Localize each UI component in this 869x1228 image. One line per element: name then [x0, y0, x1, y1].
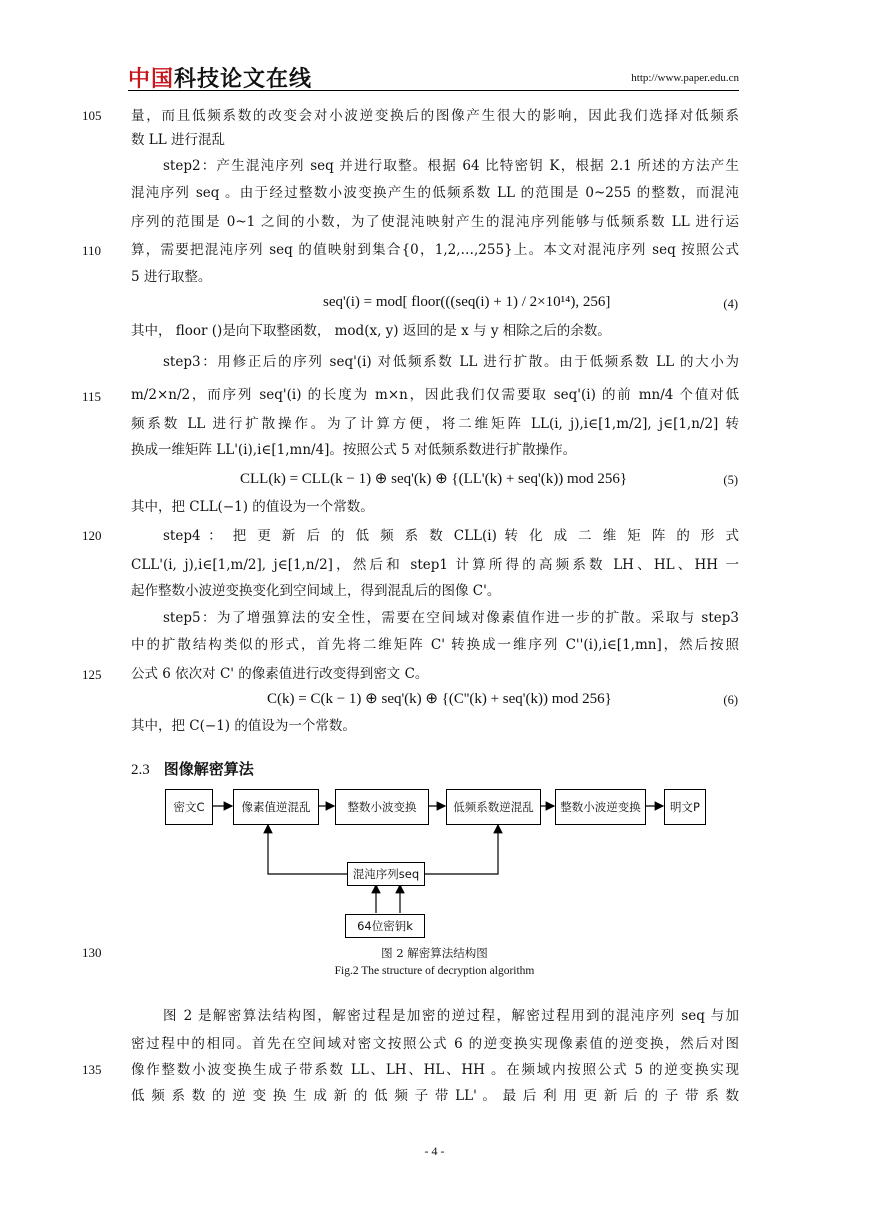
section-heading: 2.3 图像解密算法 — [131, 760, 254, 778]
body-line: 中的扩散结构类似的形式，首先将二维矩阵 C' 转换成一维序列 C''(i),i∈[1,mn]，然后按照 — [131, 637, 739, 653]
line-number: 105 — [82, 108, 102, 123]
body-line: 数 LL 进行混乱 — [131, 132, 226, 148]
line-number: 120 — [82, 528, 102, 543]
box-low-freq-inverse-scramble: 低频系数逆混乱 — [446, 789, 541, 825]
figure-caption-cn: 图 2 解密算法结构图 — [381, 946, 488, 960]
body-line: step3：用修正后的序列 seq'(i) 对低频系数 LL 进行扩散。由于低频系数 LL 的大小为 — [163, 354, 739, 370]
figure-caption-en: Fig.2 The structure of decryption algorithm — [334, 965, 535, 977]
body-line: 密过程中的相同。首先在空间域对密文按照公式 6 的逆变换实现像素值的逆变换，然后对图 — [131, 1036, 739, 1052]
body-line: step5：为了增强算法的安全性，需要在空间域对像素值作进一步的扩散。采取与 step3 — [163, 610, 739, 626]
box-pixel-inverse-scramble: 像素值逆混乱 — [233, 789, 319, 825]
body-line: 其中，把 C(−1) 的值设为一个常数。 — [131, 718, 356, 734]
body-line: 频系数 LL 进行扩散操作。为了计算方便，将二维矩阵 LL(i, j),i∈[1,m/2], j∈[1,n/2] 转 — [131, 416, 739, 432]
equation-number: (5) — [723, 473, 738, 487]
body-line: 算，需要把混沌序列 seq 的值映射到集合{0，1,2,…,255}上。本文对混沌序列 seq 按照公式 — [131, 242, 739, 258]
body-line: 5 进行取整。 — [131, 269, 212, 285]
line-number: 130 — [82, 945, 102, 960]
body-line: 量，而且低频系数的改变会对小波逆变换后的图像产生很大的影响，因此我们选择对低频系 — [131, 108, 739, 124]
body-line: 起作整数小波逆变换变化到空间域上，得到混乱后的图像 C'。 — [131, 583, 501, 599]
body-line: 公式 6 依次对 C' 的像素值进行改变得到密文 C。 — [131, 666, 429, 682]
line-number: 115 — [82, 389, 102, 404]
line-number: 135 — [82, 1062, 102, 1077]
body-line: 混沌序列 seq 。由于经过整数小波变换产生的低频系数 LL 的范围是 0~255 的整数，而混沌 — [131, 185, 739, 201]
body-line: CLL'(i, j),i∈[1,m/2], j∈[1,n/2]，然后和 step1 计算所得的高频系数 LH、HL、HH 一 — [131, 557, 739, 573]
box-64bit-key: 64位密钥k — [345, 914, 425, 938]
body-line: 其中， floor ()是向下取整函数， mod(x, y) 返回的是 x 与 y 相除之后的余数。 — [131, 323, 611, 339]
body-line: 其中，把 CLL(−1) 的值设为一个常数。 — [131, 499, 374, 515]
header-url[interactable]: http://www.paper.edu.cn — [631, 72, 739, 84]
box-integer-wavelet: 整数小波变换 — [335, 789, 429, 825]
body-line: 像作整数小波变换生成子带系数 LL、LH、HL、HH 。在频域内按照公式 5 的逆变换实现 — [131, 1062, 739, 1078]
body-line: step2：产生混沌序列 seq 并进行取整。根据 64 比特密钥 K，根据 2.1 所述的方法产生 — [163, 158, 739, 174]
body-line: step4 ： 把 更 新 后 的 低 频 系 数 CLL(i) 转 化 成 二 维 矩 阵 的 形 式 — [163, 528, 739, 544]
body-line: 图 2 是解密算法结构图，解密过程是加密的逆过程，解密过程用到的混沌序列 seq 与加 — [163, 1008, 739, 1024]
body-line: 低 频 系 数 的 逆 变 换 生 成 新 的 低 频 子 带 LL' 。 最 后 利 用 更 新 后 的 子 带 系 数 — [131, 1088, 739, 1104]
page-number: - 4 - — [424, 1144, 445, 1158]
equation-number: (4) — [723, 297, 738, 311]
body-line: 序列的范围是 0~1 之间的小数，为了使混沌映射产生的混沌序列能够与低频系数 LL 进行运 — [131, 214, 739, 230]
journal-logo: 中国科技论文在线 — [128, 67, 313, 92]
equation-6: C(k) = C(k − 1) ⊕ seq'(k) ⊕ {(C''(k) + seq'(k)) mod 256} — [267, 691, 612, 707]
box-ciphertext: 密文C — [165, 789, 213, 825]
box-inverse-integer-wavelet: 整数小波逆变换 — [555, 789, 646, 825]
line-number: 110 — [82, 243, 102, 258]
line-number: 125 — [82, 667, 102, 682]
box-chaotic-sequence: 混沌序列seq — [347, 862, 425, 886]
box-plaintext: 明文P — [664, 789, 706, 825]
body-line: 换成一维矩阵 LL'(i),i∈[1,mn/4]。按照公式 5 对低频系数进行扩散操作。 — [131, 442, 577, 458]
equation-4: seq'(i) = mod[ floor(((seq(i) + 1) / 2×10¹⁴), 256] — [323, 294, 611, 310]
equation-5: CLL(k) = CLL(k − 1) ⊕ seq'(k) ⊕ {(LL'(k) + seq'(k)) mod 256} — [240, 471, 628, 487]
equation-number: (6) — [723, 693, 738, 707]
body-line: m/2×n/2，而序列 seq'(i) 的长度为 m×n，因此我们仅需要取 seq'(i) 的前 mn/4 个值对低 — [131, 387, 739, 403]
